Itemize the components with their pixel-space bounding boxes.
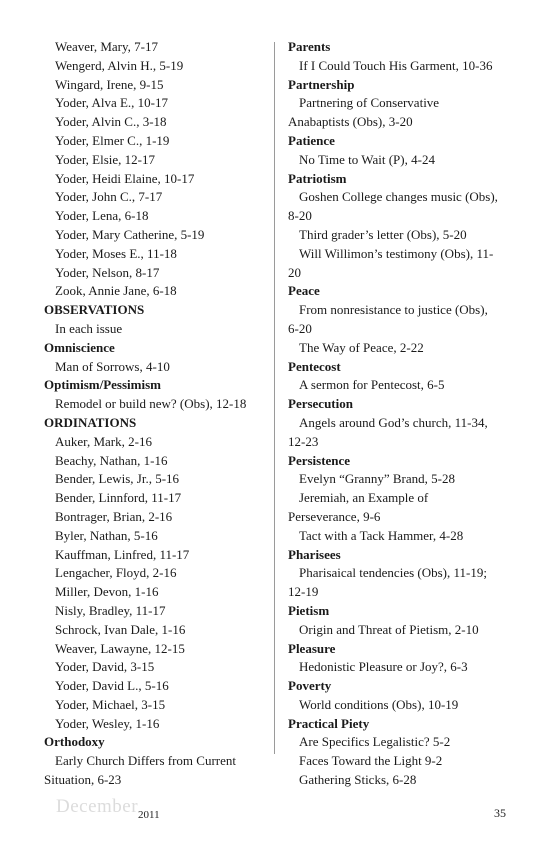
- index-entry: Bender, Lewis, Jr., 5-16: [55, 471, 180, 487]
- index-entry: Miller, Devon, 1-16: [55, 584, 159, 600]
- index-entry: Third grader’s letter (Obs), 5-20: [299, 226, 467, 242]
- index-heading: ORDINATIONS: [44, 414, 137, 430]
- index-heading: Orthodoxy: [44, 734, 105, 750]
- index-entry: Yoder, David L., 5-16: [55, 678, 169, 694]
- footer-year: 2011: [138, 809, 160, 821]
- index-entry: Remodel or build new? (Obs), 12-18: [55, 396, 247, 412]
- index-entry: The Way of Peace, 2-22: [299, 339, 424, 355]
- index-entry: Yoder, Michael, 3-15: [55, 696, 166, 712]
- index-entry: Hedonistic Pleasure or Joy?, 6-3: [299, 659, 468, 675]
- index-entry: Evelyn “Granny” Brand, 5-28: [299, 471, 455, 487]
- index-entry: Yoder, Heidi Elaine, 10-17: [55, 170, 195, 186]
- index-heading: Practical Piety: [288, 715, 370, 731]
- index-heading: Pietism: [288, 602, 330, 618]
- index-entry: Weaver, Lawayne, 12-15: [55, 640, 185, 656]
- index-heading: Persecution: [288, 396, 353, 412]
- index-entry: Yoder, John C., 7-17: [55, 189, 163, 205]
- index-entry: Tact with a Tack Hammer, 4-28: [299, 527, 464, 543]
- index-entry: Man of Sorrows, 4-10: [55, 358, 170, 374]
- index-entry: Yoder, David, 3-15: [55, 659, 155, 675]
- index-entry-continuation: 20: [288, 264, 301, 280]
- index-entry: Beachy, Nathan, 1-16: [55, 452, 168, 468]
- column-divider: [274, 42, 275, 754]
- index-entry: Schrock, Ivan Dale, 1-16: [55, 621, 186, 637]
- index-entry: World conditions (Obs), 10-19: [299, 696, 459, 712]
- index-entry: From nonresistance to justice (Obs),: [299, 302, 488, 318]
- index-heading: Peace: [288, 283, 320, 299]
- index-entry-continuation: Perseverance, 9-6: [288, 508, 381, 524]
- index-entry-continuation: Situation, 6-23: [44, 772, 122, 788]
- index-heading: Patience: [288, 132, 335, 148]
- index-heading: Omniscience: [44, 339, 115, 355]
- index-entry: Yoder, Elmer C., 1-19: [55, 132, 170, 148]
- page-number: 35: [494, 806, 506, 820]
- index-entry: Gathering Sticks, 6-28: [299, 772, 417, 788]
- index-entry: Zook, Annie Jane, 6-18: [55, 283, 177, 299]
- index-entry: Partnering of Conservative: [299, 95, 440, 111]
- index-heading: Pleasure: [288, 640, 336, 656]
- index-heading: Parents: [288, 39, 331, 54]
- index-entry: Weaver, Mary, 7-17: [55, 39, 158, 54]
- index-entry-continuation: 6-20: [288, 320, 312, 336]
- index-entry: Faces Toward the Light 9-2: [299, 753, 443, 769]
- index-entry-continuation: 8-20: [288, 208, 312, 224]
- index-entry: Yoder, Lena, 6-18: [55, 208, 149, 224]
- index-entry: Wengerd, Alvin H., 5-19: [55, 57, 184, 73]
- index-entry: Kauffman, Linfred, 11-17: [55, 546, 190, 562]
- index-entry: Will Willimon’s testimony (Obs), 11-: [299, 245, 494, 261]
- index-heading: Pentecost: [288, 358, 341, 374]
- index-entry: No Time to Wait (P), 4-24: [299, 151, 435, 167]
- index-entry: Jeremiah, an Example of: [299, 490, 429, 506]
- index-heading: Optimism/Pessimism: [44, 377, 161, 393]
- index-entry: Nisly, Bradley, 11-17: [55, 602, 166, 618]
- index-entry: Bontrager, Brian, 2-16: [55, 508, 173, 524]
- index-entry: Goshen College changes music (Obs),: [299, 189, 498, 205]
- index-entry: Auker, Mark, 2-16: [55, 433, 152, 449]
- index-entry: Are Specifics Legalistic? 5-2: [299, 734, 451, 750]
- index-heading: Patriotism: [288, 170, 347, 186]
- index-entry: Yoder, Alva E., 10-17: [55, 95, 168, 111]
- index-entry: Byler, Nathan, 5-16: [55, 527, 158, 543]
- index-entry: Yoder, Moses E., 11-18: [55, 245, 177, 261]
- index-heading: Partnership: [288, 76, 355, 92]
- index-entry: In each issue: [55, 320, 123, 336]
- index-entry: Pharisaical tendencies (Obs), 11-19;: [299, 565, 487, 581]
- index-entry: Lengacher, Floyd, 2-16: [55, 565, 177, 581]
- index-entry: Angels around God’s church, 11-34,: [299, 414, 488, 430]
- index-heading: OBSERVATIONS: [44, 302, 145, 318]
- index-entry: Yoder, Elsie, 12-17: [55, 151, 155, 167]
- index-entry-continuation: 12-23: [288, 433, 319, 449]
- index-entry: Yoder, Alvin C., 3-18: [55, 114, 167, 130]
- footer-watermark: December: [56, 796, 139, 817]
- index-entry: Wingard, Irene, 9-15: [55, 76, 164, 92]
- index-column-left: [44, 38, 264, 790]
- index-entry: Bender, Linnford, 11-17: [55, 490, 182, 506]
- index-entry-continuation: 12-19: [288, 584, 319, 600]
- index-entry: If I Could Touch His Garment, 10-36: [299, 57, 493, 73]
- index-entry: Origin and Threat of Pietism, 2-10: [299, 621, 479, 637]
- index-entry: Yoder, Nelson, 8-17: [55, 264, 160, 280]
- index-entry: Yoder, Mary Catherine, 5-19: [55, 226, 205, 242]
- index-entry: Yoder, Wesley, 1-16: [55, 715, 160, 731]
- index-entry: A sermon for Pentecost, 6-5: [299, 377, 445, 393]
- index-column-right: [288, 38, 512, 790]
- index-entry-continuation: Anabaptists (Obs), 3-20: [288, 114, 413, 130]
- index-heading: Persistence: [288, 452, 351, 468]
- index-heading: Poverty: [288, 678, 332, 694]
- index-heading: Pharisees: [288, 546, 341, 562]
- index-entry: Early Church Differs from Current: [55, 753, 236, 769]
